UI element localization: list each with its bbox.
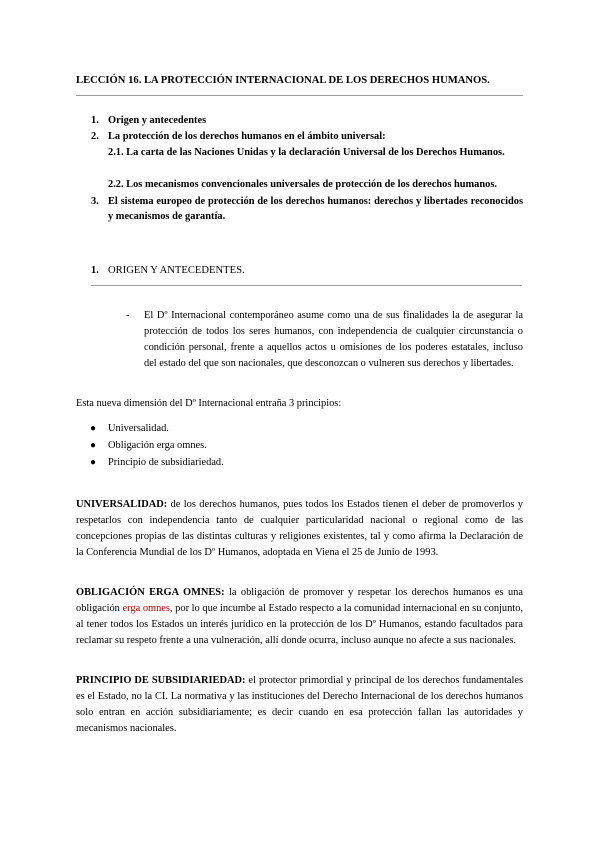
index-item-2: La protección de los derechos humanos en el ámbito universal: <box>108 131 386 142</box>
index-item-2-2: 2.2. Los mecanismos convencionales universales de protección de los derechos humanos. <box>108 179 497 190</box>
dash-marker: - <box>126 310 130 321</box>
index-num-1: 1. <box>91 115 99 126</box>
index-item-2-1: 2.1. La carta de las Naciones Unidas y la declaración Universal de los Derechos Humanos. <box>108 147 505 158</box>
dash-paragraph: El Dº Internacional contemporáneo asume como una de sus finalidades la de asegurar la protección de todos los seres humanos, con independencia de cualquier circunstancia o condición personal, frente a aquellos actos u omisiones de los poderes estatales, incluso del estado del que son nacionales, que desconozcan o vulneren sus derechos y libertades. <box>144 310 523 369</box>
text-universalidad: de los derechos humanos, pues todos los Estados tienen el deber de promoverlos y respetarlos con independencia tanto de cualquier particularidad nacional o regional como de las concepciones propias de las distintas culturas y religiones existentes, tal y como afirma la Declaración de la Conferencia Mundial de los Dº Humanos, adoptada en Viena el 25 de Junio de 1993. <box>76 499 523 558</box>
label-subsidiariedad: PRINCIPIO DE SUBSIDIARIEDAD: <box>76 675 246 686</box>
index-item-3: El sistema europeo de protección de los derechos humanos: derechos y libertades reconocidos y mecanismos de garantía. <box>108 196 523 222</box>
label-erga-omnes: OBLIGACIÓN ERGA OMNES: <box>76 587 225 598</box>
index-item-1: Origen y antecedentes <box>108 115 207 126</box>
paragraph-erga-omnes <box>76 585 523 649</box>
bullet-dot: ● <box>90 440 97 451</box>
section-num: 1. <box>91 265 99 276</box>
title-rule <box>76 95 523 96</box>
principles-intro: Esta nueva dimensión del Dº Internacional entraña 3 principios: <box>76 398 342 409</box>
text-erga-a: la obligación de promover y respetar los derechos humanos es una obligación <box>76 587 523 614</box>
text-erga-b: , por lo que incumbe al Estado respecto a la comunidad internacional en su conjunto, al tener todos los Estados un interés jurídico en la protección de los Dº Humanos, estando facultados para reclamar su respeto frente a una vulneración, allí donde ocurra, incluso aunque no afecte a sus nacionales. <box>76 603 523 646</box>
section-heading: ORIGEN Y ANTECEDENTES. <box>108 265 245 276</box>
principle-item: Universalidad. <box>108 423 169 434</box>
principle-item: Principio de subsidiariedad. <box>108 457 224 468</box>
text-subsidiariedad: el protector primordial y principal de los derechos fundamentales es el Estado, no la CI. La normativa y las instituciones del Derecho Internacional de los derechos humanos solo entran en acción subsidiariamente; es decir cuando en esa protección fallan las autoridades y mecanismos nacionales. <box>76 675 523 734</box>
paragraph-universalidad <box>76 497 523 561</box>
label-universalidad: UNIVERSALIDAD: <box>76 499 168 510</box>
index-num-3: 3. <box>91 196 99 207</box>
page-title: LECCIÓN 16. LA PROTECCIÓN INTERNACIONAL DE LOS DERECHOS HUMANOS. <box>76 75 490 86</box>
section-rule <box>91 285 522 286</box>
paragraph-subsidiariedad <box>76 673 523 737</box>
bullet-dot: ● <box>90 423 97 434</box>
index-num-2: 2. <box>91 131 99 142</box>
bullet-dot: ● <box>90 457 97 468</box>
highlight-erga-omnes: erga omnes <box>122 603 170 614</box>
principle-item: Obligación erga omnes. <box>108 440 207 451</box>
